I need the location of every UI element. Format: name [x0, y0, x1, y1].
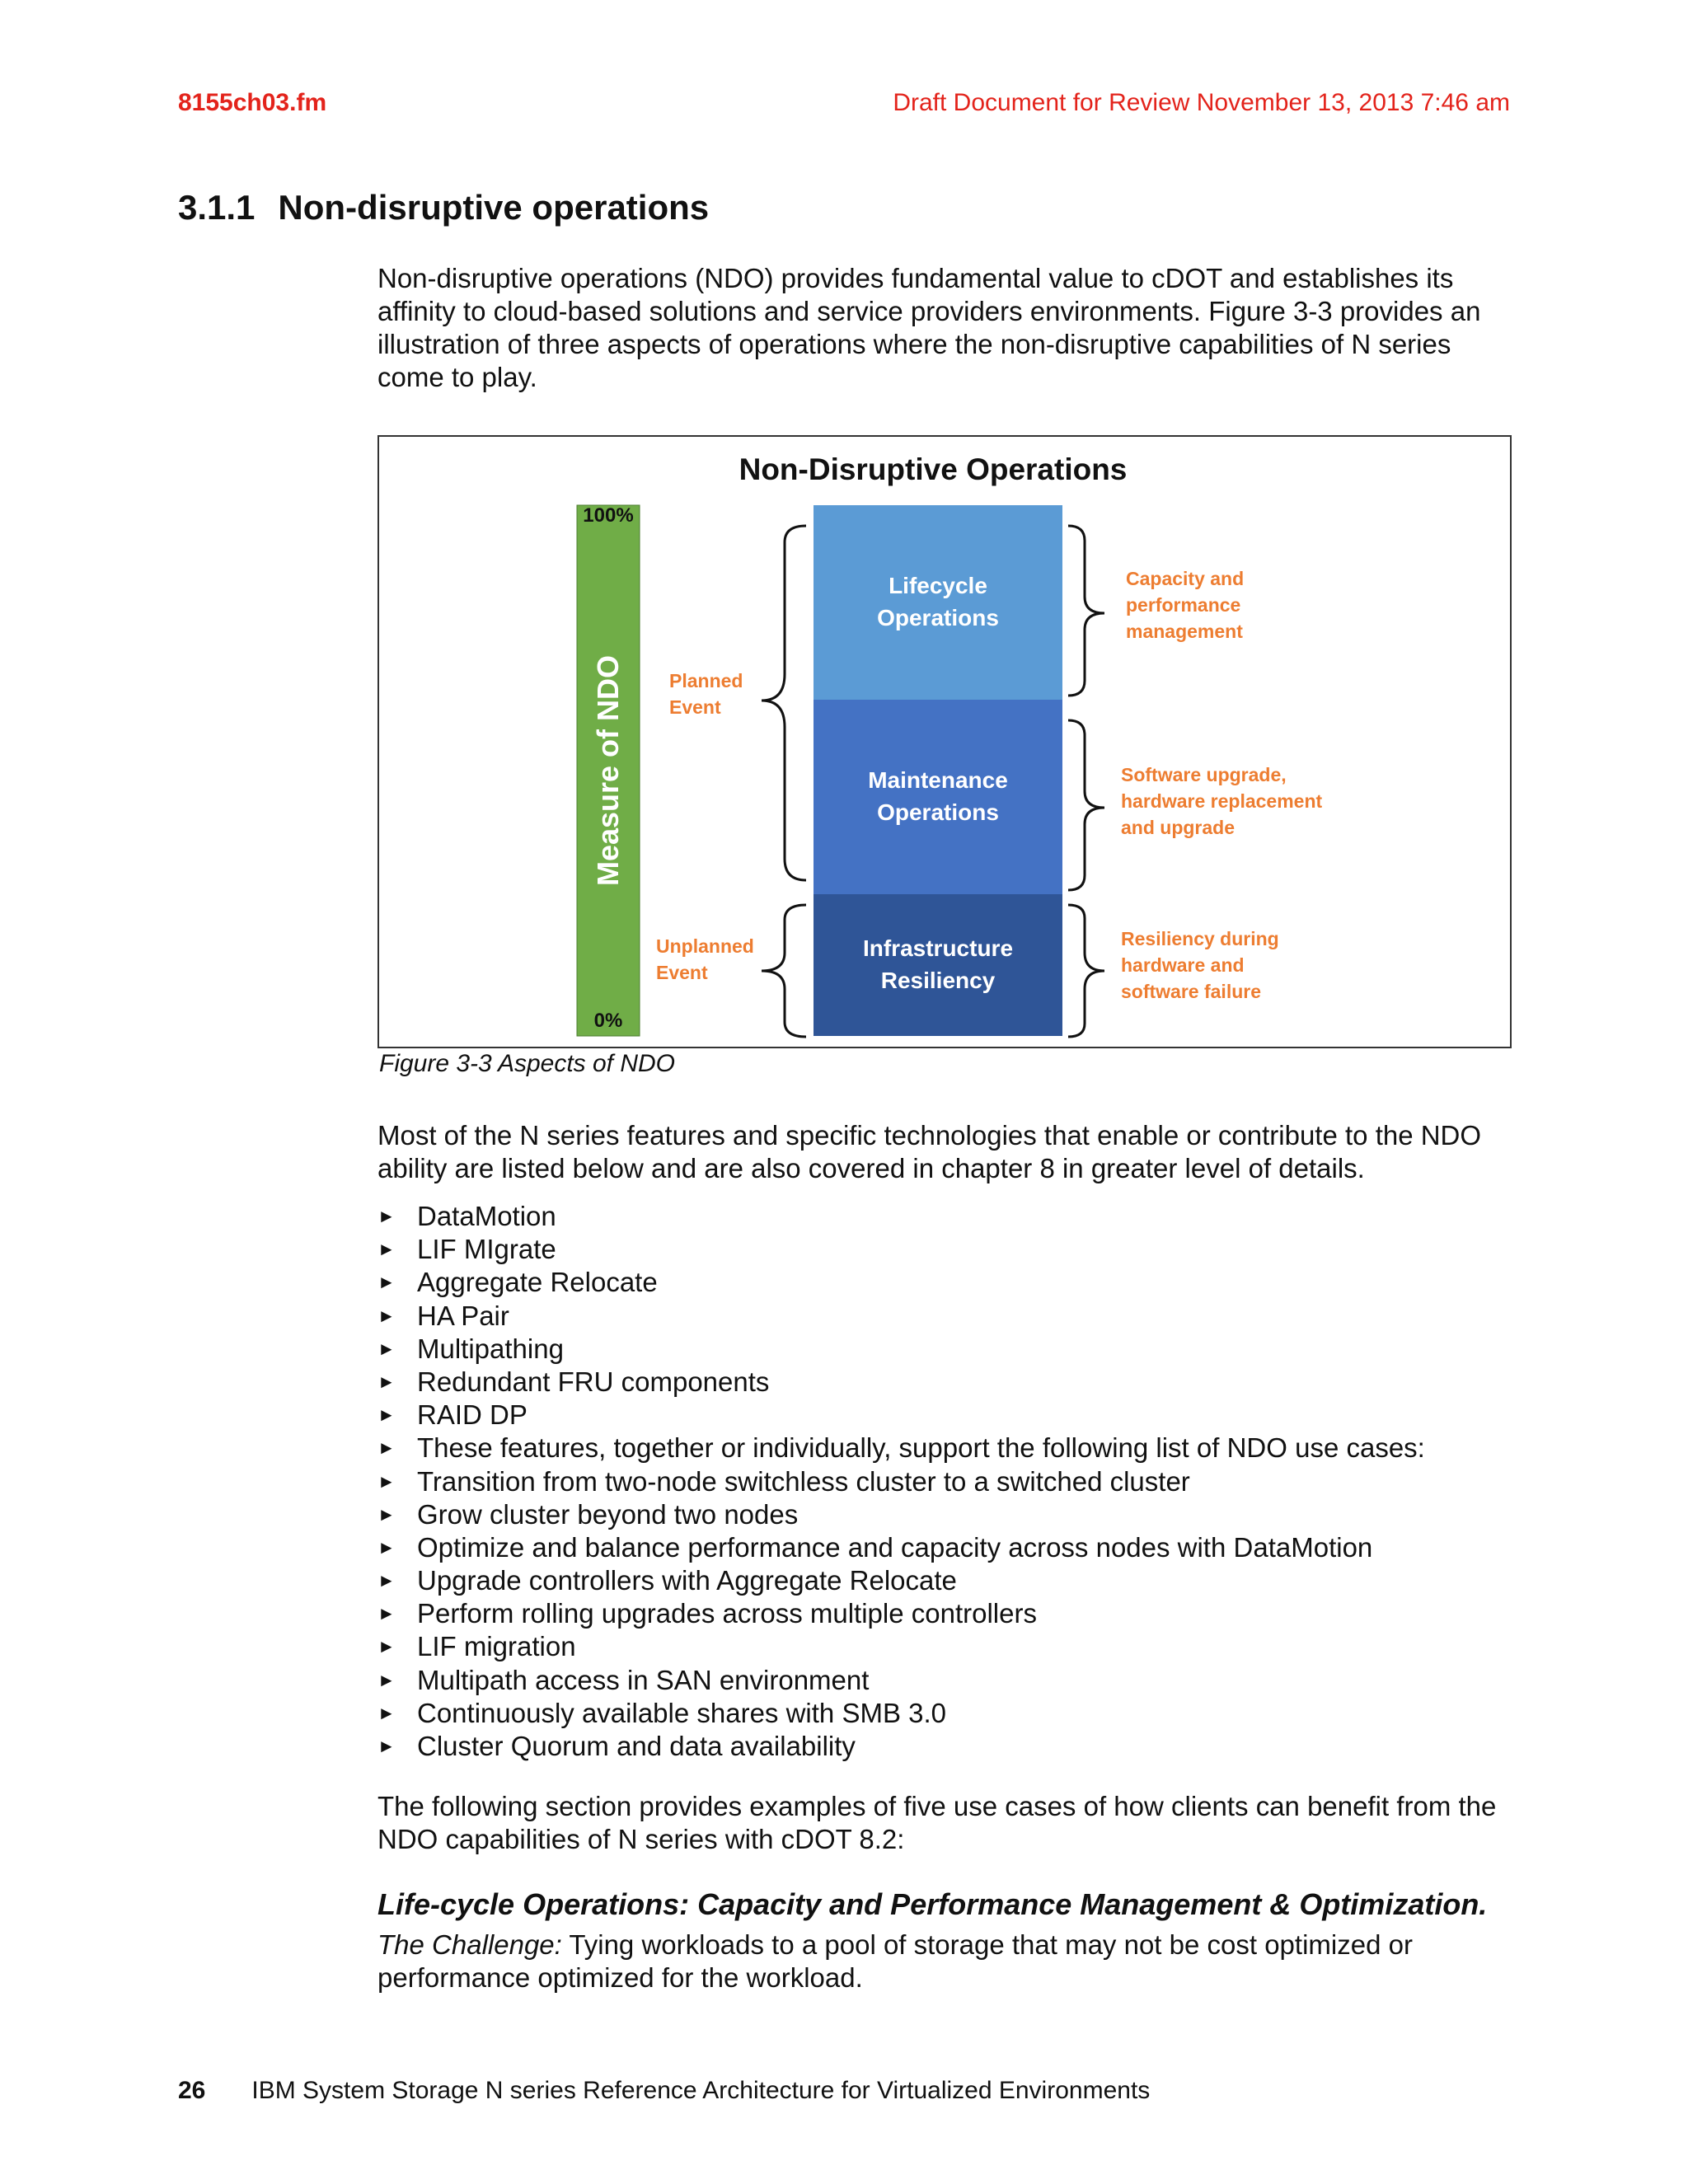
list-item [377, 1697, 1425, 1730]
bullet-icon: ► [377, 1570, 396, 1591]
list-item [377, 1564, 1425, 1597]
bullet-icon: ► [377, 1470, 396, 1492]
planned-line2: Event [669, 696, 721, 718]
maintenance-note-line1: Software upgrade, [1121, 764, 1287, 785]
features-intro-paragraph: Most of the N series features and specific technologies that enable or contribute to the NDO ability are listed below and are also covered in chapter 8 in greater level of details. [377, 1120, 1482, 1183]
maintenance-note-line3: and upgrade [1121, 817, 1236, 838]
infrastructure-block [814, 894, 1062, 1036]
planned-event-label [669, 670, 743, 718]
list-item [377, 1200, 1425, 1233]
ndo-figure [377, 435, 1512, 1048]
header-draft-notice: Draft Document for Review November 13, 2013 7:46 am [893, 89, 1510, 116]
list-item [377, 1333, 1425, 1366]
list-item-text: Grow cluster beyond two nodes [417, 1498, 799, 1530]
infrastructure-line1: Infrastructure [862, 935, 1014, 961]
list-item-text: LIF MIgrate [417, 1234, 556, 1265]
bullet-icon: ► [377, 1736, 396, 1756]
bullet-icon: ► [377, 1503, 396, 1525]
list-item-text: Continuously available shares with SMB 3.0 [417, 1697, 947, 1728]
list-item [377, 1432, 1425, 1465]
unplanned-line2: Event [656, 962, 708, 983]
list-item-text: Transition from two-node switchless cluster to a switched cluster [417, 1465, 1190, 1497]
section-heading [178, 188, 709, 227]
list-item-text: Cluster Quorum and data availability [417, 1731, 856, 1761]
list-item-text: Upgrade controllers with Aggregate Relocate [417, 1565, 957, 1596]
list-item-text: These features, together or individually, support the following list of NDO use cases: [417, 1432, 1425, 1464]
unplanned-line1: Unplanned [656, 935, 754, 957]
subsection-heading: Life-cycle Operations: Capacity and Performance Management & Optimization. [377, 1887, 1488, 1921]
footer-title: IBM System Storage N series Reference Architecture for Virtualized Environments [251, 2077, 1151, 2104]
lifecycle-note-line2: performance [1126, 594, 1241, 616]
bullet-icon: ► [377, 1636, 396, 1657]
maintenance-brace [1068, 720, 1104, 890]
bar-vertical-label: Measure of NDO [591, 654, 625, 887]
lifecycle-line2: Operations [877, 605, 999, 630]
list-item [377, 1730, 1425, 1763]
bullet-icon: ► [377, 1206, 396, 1226]
bullet-icon: ► [377, 1536, 396, 1558]
list-item [377, 1498, 1425, 1531]
figure-title: Non-Disruptive Operations [738, 452, 1128, 486]
bullet-icon: ► [377, 1702, 396, 1723]
maintenance-note-line2: hardware replacement [1121, 790, 1323, 812]
infrastructure-note-line2: hardware and [1121, 954, 1245, 976]
lifecycle-note [1126, 568, 1244, 642]
list-item [377, 1531, 1425, 1564]
infrastructure-note [1121, 928, 1279, 1002]
planned-brace [762, 526, 806, 880]
lifecycle-brace [1068, 526, 1104, 696]
list-item [377, 1597, 1425, 1630]
use-cases-paragraph: The following section provides examples of five use cases of how clients can benefit from the NDO capabilities of N series with cDOT 8.2: [377, 1791, 1497, 1854]
page-number: 26 [178, 2077, 206, 2104]
list-item [377, 1233, 1425, 1266]
maintenance-note [1121, 764, 1323, 838]
bullet-icon: ► [377, 1371, 396, 1392]
list-item [377, 1630, 1425, 1663]
page-footer [178, 2077, 1150, 2105]
bullet-icon: ► [377, 1603, 396, 1624]
bullet-icon: ► [377, 1404, 396, 1426]
list-item [377, 1266, 1425, 1299]
list-item [377, 1465, 1425, 1498]
bullet-icon: ► [377, 1669, 396, 1690]
challenge-paragraph [377, 1929, 1523, 1994]
list-item-text: DataMotion [417, 1201, 556, 1231]
figure-caption: Figure 3-3 Aspects of NDO [379, 1050, 676, 1077]
list-item-text: Aggregate Relocate [417, 1267, 658, 1298]
intro-paragraph: Non-disruptive operations (NDO) provides fundamental value to cDOT and establishes its affinity to cloud-based solutions and service providers environments. Figure 3-3 provides an illustration of three aspects of operations where the non-disruptive capabilities of N series come to play. [377, 263, 1481, 392]
bar-bottom-label: 0% [593, 1010, 623, 1032]
infrastructure-brace [1068, 905, 1104, 1037]
list-item-text: Redundant FRU components [417, 1366, 770, 1397]
header-filename: 8155ch03.fm [178, 89, 327, 116]
bullet-icon: ► [377, 1239, 396, 1260]
list-item-text: Optimize and balance performance and capacity across nodes with DataMotion [417, 1531, 1373, 1563]
unplanned-event-label [656, 935, 754, 983]
infrastructure-note-line3: software failure [1121, 981, 1261, 1002]
lifecycle-note-line1: Capacity and [1126, 568, 1245, 589]
list-item-text: Perform rolling upgrades across multiple controllers [417, 1598, 1037, 1629]
bullet-icon: ► [377, 1338, 396, 1359]
lifecycle-block [814, 505, 1062, 700]
bullet-icon: ► [377, 1305, 396, 1326]
challenge-label: The Challenge: [377, 1929, 562, 1960]
bar-top-label: 100% [583, 504, 634, 527]
list-item-text: Multipath access in SAN environment [417, 1664, 870, 1695]
bullet-icon: ► [377, 1272, 396, 1293]
section-title: Non-disruptive operations [278, 188, 710, 227]
maintenance-line2: Operations [877, 799, 999, 825]
infrastructure-note-line1: Resiliency during [1121, 928, 1279, 949]
challenge-text: Tying workloads to a pool of storage that may not be cost optimized or performance optimized for the workload. [377, 1929, 1413, 1993]
list-item [377, 1399, 1425, 1432]
lifecycle-note-line3: management [1126, 621, 1243, 642]
list-item [377, 1664, 1425, 1697]
list-item-text: Multipathing [417, 1333, 564, 1364]
list-item [377, 1366, 1425, 1399]
lifecycle-line1: Lifecycle [889, 573, 987, 598]
bullet-icon: ► [377, 1437, 396, 1459]
infrastructure-line2: Resiliency [880, 968, 996, 993]
list-item [377, 1300, 1425, 1333]
maintenance-block [814, 700, 1062, 894]
feature-list [377, 1200, 1425, 1763]
unplanned-brace [762, 905, 806, 1037]
list-item-text: LIF migration [417, 1631, 576, 1662]
section-number: 3.1.1 [178, 188, 256, 227]
list-item-text: RAID DP [417, 1399, 528, 1431]
list-item-text: HA Pair [417, 1300, 509, 1331]
planned-line1: Planned [669, 670, 743, 691]
maintenance-line1: Maintenance [868, 767, 1008, 793]
